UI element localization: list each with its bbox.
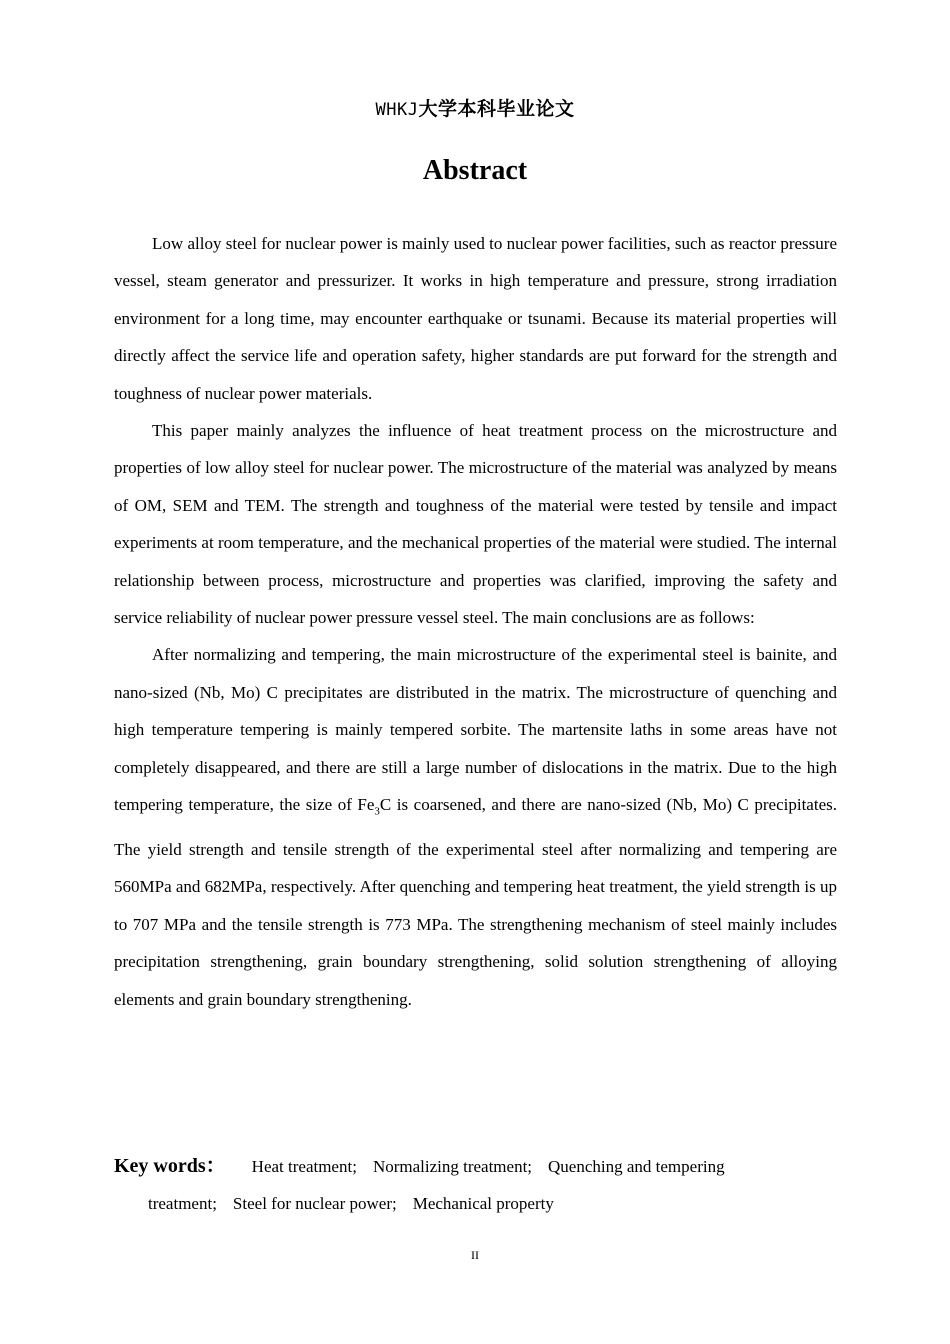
header-cjk: 大学本科毕业论文 bbox=[418, 98, 575, 120]
keyword-item: Heat treatment; bbox=[251, 1157, 357, 1176]
keyword-item: Quenching and tempering bbox=[548, 1157, 725, 1176]
keywords-line-1 bbox=[114, 1148, 837, 1185]
keywords-label: Key words： bbox=[114, 1155, 226, 1177]
abstract-body bbox=[114, 225, 837, 1018]
running-header bbox=[0, 94, 950, 121]
header-latin: WHKJ bbox=[375, 100, 419, 120]
keywords-line-2 bbox=[114, 1185, 837, 1222]
paragraph-3-part-1: After normalizing and tempering, the main microstructure of the experimental steel is bainite, and nano-sized (Nb, Mo) C precipitates are distributed in the matrix. The microstructure of quenching and high temperature tempering is mainly tempered sorbite. The martensite laths in some areas have not completely disappeared, and there are still a large number of dislocations in the matrix. Due to the high tempering temperature, the size of Fe bbox=[114, 645, 837, 815]
keyword-item: Steel for nuclear power; bbox=[232, 1194, 397, 1213]
keywords-block bbox=[114, 1148, 837, 1222]
paragraph-3-part-2: C is coarsened, and there are nano-sized (Nb, Mo) C precipitates. The yield strength and tensile strength of the experimental steel after normalizing and tempering are 560MPa and 682MPa, respectively. After quenching and tempering heat treatment, the yield strength is up to 707 MPa and the tensile strength is 773 MPa. The strengthening mechanism of steel mainly includes precipitation strengthening, grain boundary strengthening, solid solution strengthening of alloying elements and grain boundary strengthening. bbox=[114, 795, 837, 1009]
abstract-paragraph-3 bbox=[114, 636, 837, 1017]
keyword-item: treatment; bbox=[148, 1194, 217, 1213]
abstract-paragraph-1: Low alloy steel for nuclear power is mainly used to nuclear power facilities, such as reactor pressure vessel, steam generator and pressurizer. It works in high temperature and pressure, strong irradiation environment for a long time, may encounter earthquake or tsunami. Because its material properties will directly affect the service life and operation safety, higher standards are put forward for the strength and toughness of nuclear power materials. bbox=[114, 234, 837, 403]
abstract-title: Abstract bbox=[422, 155, 528, 186]
keyword-item: Mechanical property bbox=[412, 1194, 554, 1213]
abstract-paragraph-2: This paper mainly analyzes the influence of heat treatment process on the microstructure and properties of low alloy steel for nuclear power. The microstructure of the material was analyzed by means of OM, SEM and TEM. The strength and toughness of the material were tested by tensile and impact experiments at room temperature, and the mechanical properties of the material were studied. The internal relationship between process, microstructure and properties was clarified, improving the safety and service reliability of nuclear power pressure vessel steel. The main conclusions are as follows: bbox=[114, 421, 837, 628]
page-number: II bbox=[471, 1248, 479, 1262]
iron-carbide-subscript: 3 bbox=[374, 805, 380, 818]
keyword-item: Normalizing treatment; bbox=[372, 1157, 533, 1176]
